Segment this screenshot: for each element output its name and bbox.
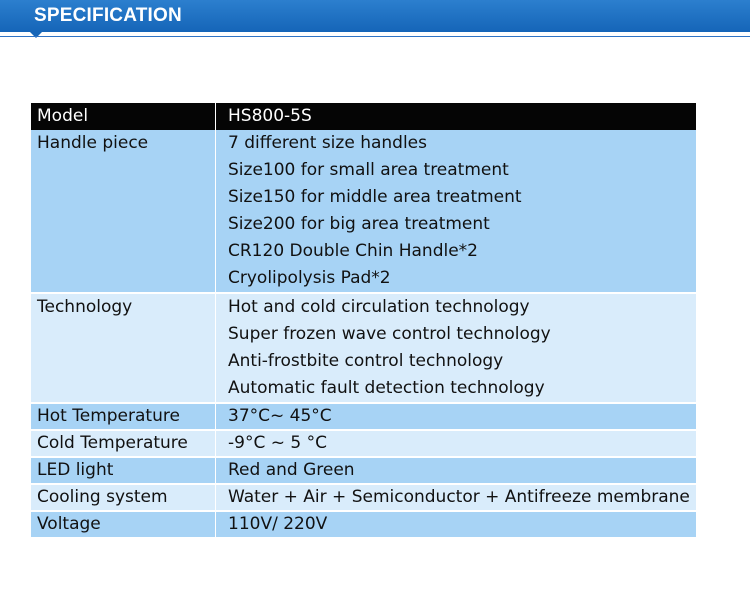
table-row-cooling-system (31, 484, 696, 511)
spec-value-cooling-system: Water + Air + Semiconductor + Antifreeze membrane (216, 484, 697, 511)
specification-table (31, 103, 696, 537)
table-row-cold-temperature (31, 430, 696, 457)
banner-pointer (30, 32, 42, 38)
list-item: CR120 Double Chin Handle*2 (228, 241, 478, 261)
list-item: Hot and cold circulation technology (228, 297, 530, 317)
spec-label-cold-temperature: Cold Temperature (31, 430, 216, 457)
list-item: 7 different size handles (228, 133, 427, 153)
banner-underline (0, 36, 750, 37)
table-row-hot-temperature (31, 403, 696, 430)
spec-label-cooling-system: Cooling system (31, 484, 216, 511)
spec-value-model: HS800-5S (216, 103, 697, 130)
spec-label-voltage: Voltage (31, 511, 216, 537)
spec-value-hot-temperature: 37°C~ 45°C (216, 403, 697, 430)
table-row-handle-piece (31, 130, 696, 293)
spec-value-voltage: 110V/ 220V (216, 511, 697, 537)
spec-value-technology (216, 293, 697, 403)
spec-label-hot-temperature: Hot Temperature (31, 403, 216, 430)
list-item: Size100 for small area treatment (228, 160, 509, 180)
spec-label-model: Model (31, 103, 216, 130)
spec-value-cold-temperature: -9°C ~ 5 °C (216, 430, 697, 457)
table-row-led-light (31, 457, 696, 484)
list-item: Size200 for big area treatment (228, 214, 490, 234)
list-item: Size150 for middle area treatment (228, 187, 522, 207)
list-item: Anti-frostbite control technology (228, 351, 504, 371)
list-item: Automatic fault detection technology (228, 378, 545, 398)
list-item: Super frozen wave control technology (228, 324, 551, 344)
spec-value-led-light: Red and Green (216, 457, 697, 484)
list-item: Cryolipolysis Pad*2 (228, 268, 391, 288)
table-row-voltage (31, 511, 696, 537)
spec-label-led-light: LED light (31, 457, 216, 484)
spec-label-technology: Technology (31, 293, 216, 403)
spec-value-handle-piece (216, 130, 697, 293)
table-row-model (31, 103, 696, 130)
table-row-technology (31, 293, 696, 403)
spec-label-handle-piece: Handle piece (31, 130, 216, 293)
section-title: SPECIFICATION (34, 5, 182, 26)
section-banner (0, 0, 750, 35)
